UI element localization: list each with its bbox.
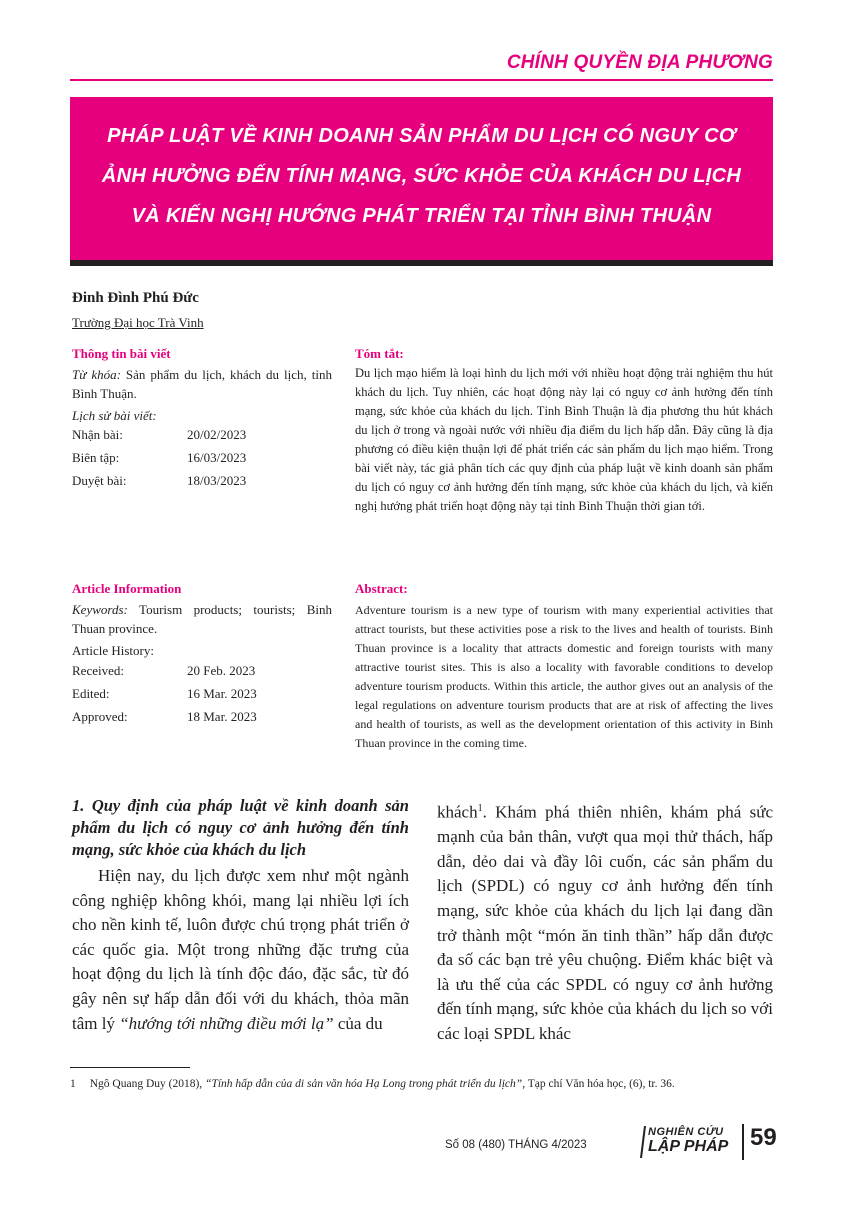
history-approved-value-en: 18 Mar. 2023 [187, 709, 257, 724]
history-edited-label-vn: Biên tập: [72, 450, 120, 465]
abstract-heading-en: Abstract: [355, 581, 408, 596]
logo-slash-icon [640, 1126, 646, 1158]
info-heading-en: Article Information [72, 581, 182, 596]
body-left-quote: “hướng tới những điều mới lạ” [119, 1013, 334, 1033]
title-banner [70, 97, 773, 260]
keywords-label-en: Keywords: [72, 602, 128, 617]
history-edited-label-en: Edited: [72, 686, 110, 701]
journal-logo [640, 1124, 737, 1160]
footnote-text-end: , Tạp chí Văn hóa học, (6), tr. 36. [522, 1078, 675, 1090]
article-info-vn [72, 346, 332, 497]
page-number-separator [742, 1124, 744, 1160]
issue-info: Số 08 (480) THÁNG 4/2023 [445, 1139, 587, 1151]
keywords-label-vn: Từ khóa: [72, 367, 121, 382]
history-approved-value-vn: 18/03/2023 [187, 473, 247, 488]
keywords-value-en: Tourism products; tourists; Binh Thuan province. [72, 602, 332, 636]
logo-top-text: NGHIÊN CỨU [648, 1126, 724, 1138]
title-underbar [70, 260, 773, 266]
article-title-line-1: PHÁP LUẬT VỀ KINH DOANH SẢN PHẨM DU LỊCH CÓ NGUY CƠ [107, 125, 736, 147]
footnote [70, 1075, 773, 1094]
history-edited-value-vn: 16/03/2023 [187, 450, 247, 465]
body-paragraph-left [72, 864, 409, 1036]
body-paragraph-right [437, 797, 773, 1047]
footnote-rule [70, 1067, 190, 1068]
article-title-line-2: ẢNH HƯỞNG ĐẾN TÍNH MẠNG, SỨC KHỎE CỦA KHÁCH DU LỊCH [101, 165, 742, 187]
footnote-number: 1 [70, 1078, 76, 1090]
history-received-label-vn: Nhận bài: [72, 427, 123, 442]
keywords-value-vn: Sản phẩm du lịch, khách du lịch, tỉnh Bình Thuận. [72, 367, 332, 401]
keywords-vn [72, 365, 332, 403]
abstract-text-en: Adventure tourism is a new type of tourism with many experiential activities that attract tourists, but these activities pose a risk to the lives and health of tourists. Binh Thuan province is a locality that attracts domestic and foreign tourists with many attractive tourist sites. This is also a locality with favorable conditions to develop adventure tourism products. Within this article, the author gives out an analysis of the legal regulations on adventure tourism products that are at risk of affecting the lives and health of tourists, as well as the development orientation of this activity in Binh Thuan province in the coming time. [355, 603, 773, 750]
body-left-column [72, 795, 409, 1036]
history-received-value-vn: 20/02/2023 [187, 427, 247, 442]
history-approved-label-vn: Duyệt bài: [72, 473, 127, 488]
article-title-line-3: VÀ KIẾN NGHỊ HƯỚNG PHÁT TRIỂN TẠI TỈNH BÌNH THUẬN [131, 205, 712, 227]
abstract-heading-vn: Tóm tắt: [355, 346, 404, 361]
info-heading-vn: Thông tin bài viết [72, 346, 171, 361]
body-left-text-end: của du [333, 1013, 383, 1033]
body-right-word: khách [437, 802, 478, 822]
footnote-text: Ngô Quang Duy (2018), [89, 1078, 206, 1090]
abstract-text-vn: Du lịch mạo hiểm là loại hình du lịch mới với nhiều hoạt động trải nghiệm thu hút khách du lịch. Tuy nhiên, các hoạt động này lại có nguy cơ ảnh hưởng đến tính mạng, sức khỏe của khách du lịch. Tỉnh Bình Thuận là địa phương thu hút khách du lịch ở trong và ngoài nước với nhiều địa điểm du lịch hấp dẫn. Đây cũng là địa phương có điều kiện thuận lợi để phát triển các sản phẩm du lịch mạo hiểm. Trong bài viết này, tác giả phân tích các quy định của pháp luật về kinh doanh sản phẩm du lịch có nguy cơ ảnh hưởng đến tính mạng, sức khỏe của khách du lịch, và kiến nghị hướng phát triển hoạt động này tại tỉnh Bình Thuận thời gian tới. [355, 366, 773, 513]
history-received-value-en: 20 Feb. 2023 [187, 663, 256, 678]
history-edited-value-en: 16 Mar. 2023 [187, 686, 257, 701]
history-list-en [72, 663, 332, 733]
history-label-vn: Lịch sử bài viết: [72, 408, 157, 423]
article-info-en [72, 581, 332, 733]
body-left-text: Hiện nay, du lịch được xem như một ngành công nghiệp không khói, mang lại nhiều lợi ích cho nền kinh tế, luôn được chú trọng phát triển ở các quốc gia. Một trong những đặc trưng của hoạt động du lịch là tính độc đáo, đặc sắc, từ đó gây nên sự hấp dẫn đối với du khách, thỏa mãn tâm lý [72, 866, 409, 1033]
footnote-ref[interactable]: 1 [477, 803, 483, 814]
section-heading: 1. Quy định của pháp luật về kinh doanh sản phẩm du lịch có nguy cơ ảnh hưởng đến tính mạng, sức khỏe của khách du lịch [72, 796, 409, 859]
history-received-label-en: Received: [72, 663, 124, 678]
body-right-text: . Khám phá thiên nhiên, khám phá sức mạnh của bản thân, vượt qua mọi thử thách, hấp dẫn, dẻo dai và đầy lôi cuốn, các sản phẩm du lịch (SPDL) có nguy cơ ảnh hưởng đến tính mạng, sức khỏe của khách du lịch lại đang dần trở thành một “món ăn tinh thần” hấp dẫn được đa số các bạn trẻ yêu chuộng. Điểm khác biệt và là ưu thế của các SPDL có nguy cơ ảnh hưởng đến tính mạng, sức khỏe của khách du lịch so với các loại SPDL khác [437, 802, 773, 1043]
history-label-en: Article History: [72, 643, 154, 658]
footnote-title: “Tính hấp dẫn của di sản văn hóa Hạ Long trong phát triển du lịch” [205, 1078, 523, 1090]
history-approved-label-en: Approved: [72, 709, 128, 724]
page-number: 59 [750, 1124, 777, 1151]
keywords-en [72, 600, 332, 638]
header-rule [70, 79, 773, 81]
history-list-vn [72, 427, 332, 497]
section-label: CHÍNH QUYỀN ĐỊA PHƯƠNG [506, 52, 773, 73]
author-affiliation: Trường Đại học Trà Vinh [72, 315, 204, 330]
logo-bottom-text: LẬP PHÁP [648, 1138, 729, 1155]
author-name: Đinh Đình Phú Đức [72, 290, 199, 306]
